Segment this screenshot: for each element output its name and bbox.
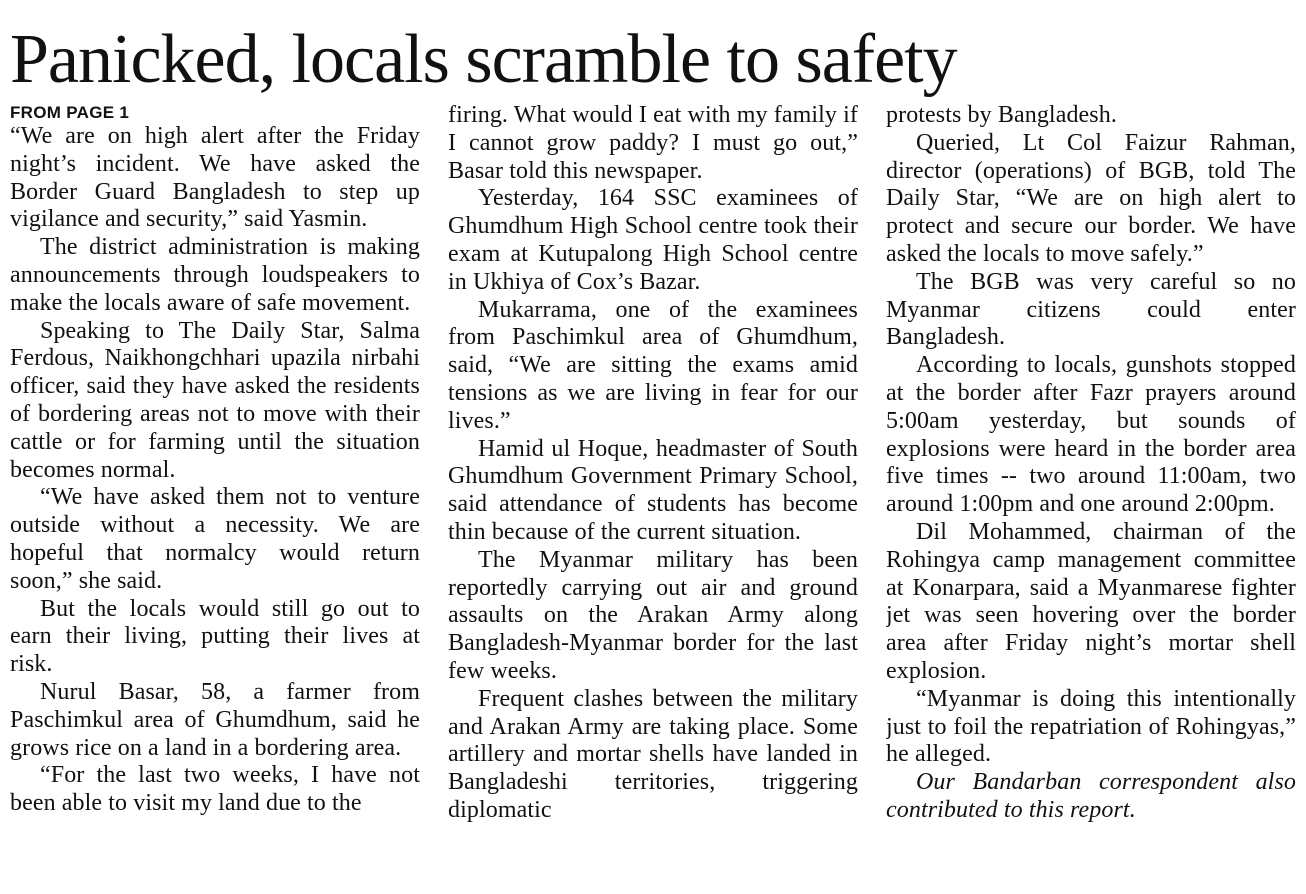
- paragraph: “We have asked them not to venture outside without a necessity. We are hopeful that normalcy would return soon,” she said.: [10, 484, 420, 594]
- paragraph: Yesterday, 164 SSC examinees of Ghumdhum High School centre took their exam at Kutupalong High School centre in Ukhiya of Cox’s Bazar.: [448, 185, 858, 295]
- paragraph: Queried, Lt Col Faizur Rahman, director (operations) of BGB, told The Daily Star, “We are on high alert to protect and secure our border. We have asked the locals to move safely.”: [886, 129, 1296, 267]
- continued-from-kicker: FROM PAGE 1: [10, 103, 130, 122]
- paragraph: firing. What would I eat with my family if I cannot grow paddy? I must go out,” Basar told this newspaper.: [448, 102, 858, 184]
- paragraph: Mukarrama, one of the examinees from Paschimkul area of Ghumdhum, said, “We are sitting the exams amid tensions as we are living in fear for our lives.”: [448, 296, 858, 434]
- paragraph: Dil Mohammed, chairman of the Rohingya camp management committee at Konarpara, said a Myanmarese fighter jet was seen hovering over the border area after Friday night’s mortar shell explosion.: [886, 518, 1296, 684]
- paragraph: Hamid ul Hoque, headmaster of South Ghumdhum Government Primary School, said attendance of students has become thin because of the current situation.: [448, 435, 858, 545]
- paragraph: “For the last two weeks, I have not been able to visit my land due to the: [10, 762, 420, 817]
- paragraph: Frequent clashes between the military and Arakan Army are taking place. Some artillery and mortar shells have landed in Bangladeshi territories, triggering diplomatic: [448, 685, 858, 823]
- paragraph: According to locals, gunshots stopped at the border after Fazr prayers around 5:00am yesterday, but sounds of explosions were heard in the border area five times -- two around 11:00am, two around 1:00pm and one around 2:00pm.: [886, 352, 1296, 518]
- article-column-1: [10, 102, 420, 892]
- paragraph: Speaking to The Daily Star, Salma Ferdous, Naikhongchhari upazila nirbahi officer, said they have asked the residents of bordering areas not to move with their cattle or for farming until the situation becomes normal.: [10, 317, 420, 483]
- paragraph: protests by Bangladesh.: [886, 102, 1117, 128]
- article-column-2: [448, 102, 858, 892]
- contributor-note: Our Bandarban correspondent also contributed to this report.: [886, 769, 1296, 823]
- paragraph: But the locals would still go out to earn their living, putting their lives at risk.: [10, 595, 420, 678]
- paragraph: The BGB was very careful so no Myanmar citizens could enter Bangladesh.: [886, 268, 1296, 351]
- paragraph: The district administration is making announcements through loudspeakers to make the locals aware of safe movement.: [10, 234, 420, 316]
- article-column-3: [886, 102, 1296, 892]
- paragraph: “Myanmar is doing this intentionally just to foil the repatriation of Rohingyas,” he alleged.: [886, 685, 1296, 768]
- paragraph: The Myanmar military has been reportedly carrying out air and ground assaults on the Arakan Army along Bangladesh-Myanmar border for the last few weeks.: [448, 546, 858, 684]
- paragraph: “We are on high alert after the Friday night’s incident. We have asked the Border Guard Bangladesh to step up vigilance and security,” said Yasmin.: [10, 123, 420, 233]
- paragraph: Nurul Basar, 58, a farmer from Paschimkul area of Ghumdhum, said he grows rice on a land in a bordering area.: [10, 678, 420, 761]
- article-headline: Panicked, locals scramble to safety: [10, 21, 957, 98]
